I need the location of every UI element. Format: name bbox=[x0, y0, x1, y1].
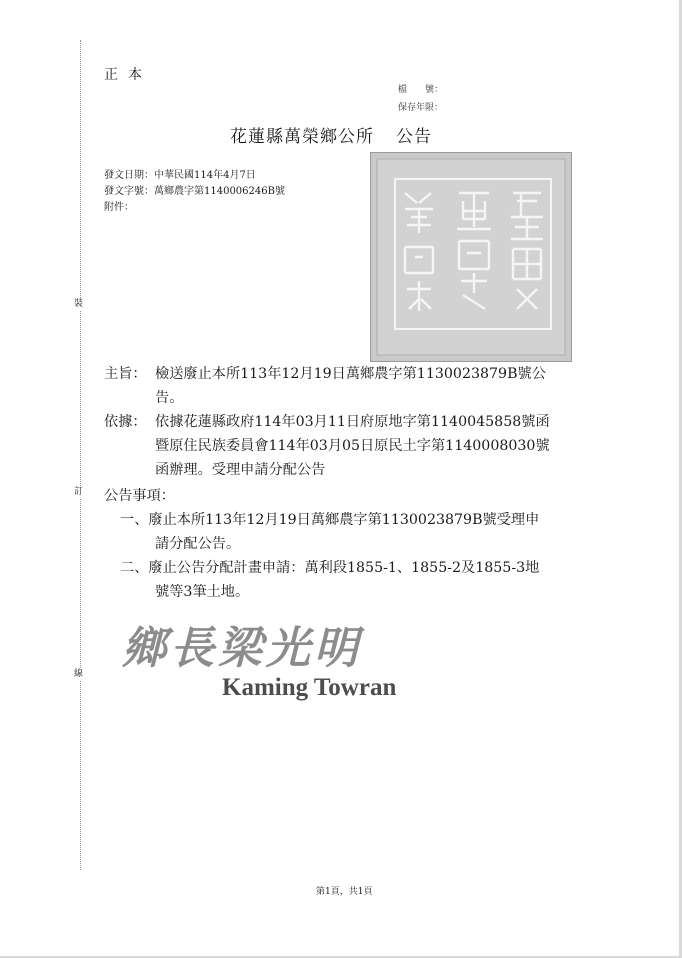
subject-line-2: 告。 bbox=[155, 390, 184, 406]
page-number: 第1頁，共1頁 bbox=[316, 887, 373, 897]
binding-line bbox=[80, 40, 81, 870]
subject-line-1: 檢送廢止本所113年12月19日萬鄉農字第1130023879B號公 bbox=[155, 366, 546, 382]
document-type: 公告 bbox=[396, 127, 432, 147]
binding-char-zhuang: 裝 bbox=[74, 299, 84, 309]
basis-line-2: 暨原住民族委員會114年03月05日原民土字第1140008030號 bbox=[155, 438, 550, 454]
file-number-label: 檔 號： bbox=[398, 85, 444, 95]
item-1-line-1: 一、廢止本所113年12月19日萬鄉農字第1130023879B號受理申 bbox=[120, 512, 540, 528]
signature-english: Kaming Towran bbox=[222, 674, 397, 701]
basis-label: 依據： bbox=[104, 414, 147, 430]
signature-chinese: 鄉長梁光明 bbox=[122, 623, 362, 674]
issue-number: 發文字號：萬鄉農字第1140006246B號 bbox=[104, 186, 285, 197]
official-seal bbox=[370, 152, 572, 362]
attachment-label: 附件： bbox=[104, 202, 134, 213]
basis-line-1: 依據花蓮縣政府114年03月11日府原地字第1140045858號函 bbox=[155, 414, 550, 430]
binding-char-xian: 線 bbox=[74, 669, 84, 679]
items-label: 公告事項： bbox=[104, 488, 175, 504]
item-2-line-1: 二、廢止公告分配計畫申請：萬利段1855-1、1855-2及1855-3地 bbox=[120, 560, 540, 576]
subject-label: 主旨： bbox=[104, 366, 147, 382]
retention-label: 保存年限： bbox=[398, 103, 444, 113]
issue-date: 發文日期：中華民國114年4月7日 bbox=[104, 170, 256, 181]
document-title bbox=[230, 122, 432, 147]
copy-label: 正本 bbox=[104, 67, 152, 83]
binding-char-ding: 訂 bbox=[74, 487, 84, 497]
item-2-line-2: 號等3筆土地。 bbox=[155, 584, 250, 600]
agency-name: 花蓮縣萬榮鄉公所 bbox=[230, 127, 374, 147]
seal-graphic bbox=[371, 153, 571, 361]
item-1-line-2: 請分配公告。 bbox=[155, 536, 241, 552]
basis-line-3: 函辦理。受理申請分配公告 bbox=[155, 462, 326, 478]
